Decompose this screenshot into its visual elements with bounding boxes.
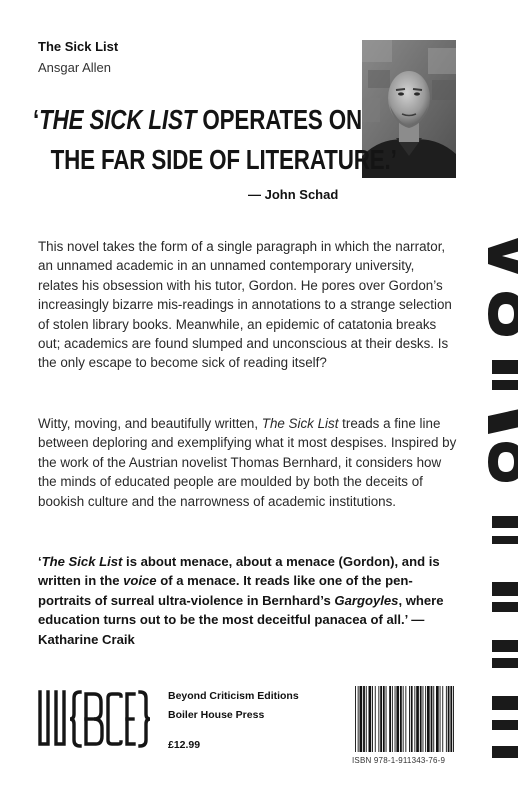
barcode-bar <box>405 686 406 752</box>
book-author: Ansgar Allen <box>38 60 111 75</box>
bce-logo-mark <box>36 688 156 750</box>
barcode-bar <box>380 686 382 752</box>
barcode-bar <box>423 686 424 752</box>
price: £12.99 <box>168 739 201 751</box>
barcode-bar <box>369 686 372 752</box>
blurb-paragraph-1: This novel takes the form of a single paragraph in which the narrator, an unnamed academic in an unnamed contemporary university, relates his obsession with his tutor, Gordon. He pores over Gordon’s increasingly bizarre mis-readings in annotations to a strange selection of stolen library books. Meanwhile, an epidemic of catatonia breaks out; academics are found slumped and unconscious at their desks. Is the only escape to become sick of reading itself? <box>38 239 452 371</box>
blurb-book-title: The Sick List <box>261 416 339 431</box>
barcode-bars <box>353 684 456 754</box>
pull-quote-line-1: ‘THE SICK LIST OPERATES ON <box>33 104 362 135</box>
pull-quote-attribution: — John Schad <box>248 187 339 202</box>
barcode-bar <box>375 686 376 752</box>
barcode-bar <box>389 686 391 752</box>
barcode-bar <box>416 686 419 752</box>
barcode-bar <box>392 686 393 752</box>
barcode-bar <box>383 686 385 752</box>
barcode-bar <box>431 686 433 752</box>
barcode-bar <box>400 686 402 752</box>
barcode-bar <box>355 686 356 752</box>
review-quote: ‘The Sick List is about menace, about a menace (Gordon), and is written in the voice of a menace. It reads like one of the pen-portraits of surreal ultra-violence in Bernhard’s Gargoyles, where education turns out to be the most deceitful panacea of all.’ — Katharine Craik <box>38 554 444 647</box>
barcode-bar <box>414 686 415 752</box>
barcode-bar <box>446 686 447 752</box>
barcode-bar <box>420 686 422 752</box>
barcode-bar <box>440 686 441 752</box>
barcode-bar <box>386 686 387 752</box>
barcode-bar <box>358 686 359 752</box>
barcode-bar <box>450 686 452 752</box>
barcode-bar <box>411 686 413 752</box>
pull-quote-book-title: THE SICK LIST <box>39 104 197 135</box>
barcode-bar <box>395 686 396 752</box>
barcode-bar <box>360 686 363 752</box>
barcode-bar <box>366 686 367 752</box>
pull-quote <box>33 100 397 180</box>
blurb-paragraph-2: Witty, moving, and beautifully written, The Sick List treads a fine line between deploring and exemplifying what it most despises. Inspired by the work of the Austrian novelist Thomas Bernhard, it considers how the minds of educated people are moulded by both the deceits of bookish culture and the narrowness of academic institutions. <box>38 416 457 509</box>
pull-quote-line-2: THE FAR SIDE OF LITERATURE.’ <box>50 144 397 175</box>
book-title: The Sick List <box>38 39 119 54</box>
barcode-bar <box>372 686 373 752</box>
barcode-bar <box>363 686 365 752</box>
barcode-bar <box>436 686 439 752</box>
barcode-bar <box>427 686 430 752</box>
barcode-bar <box>425 686 426 752</box>
barcode-bar <box>409 686 410 752</box>
barcode-bar <box>453 686 454 752</box>
publisher-imprint-line-2: Boiler House Press <box>168 709 265 721</box>
barcode-bar <box>448 686 450 752</box>
spine-lettering-graphic <box>488 230 518 770</box>
barcode-bar <box>433 686 434 752</box>
barcode-bar <box>442 686 443 752</box>
isbn-number: ISBN 978-1-911343-76-9 <box>352 756 446 765</box>
barcode-bar <box>396 686 399 752</box>
publisher-imprint-line-1: Beyond Criticism Editions <box>168 690 299 702</box>
barcode-bar <box>378 686 379 752</box>
barcode <box>353 684 456 754</box>
barcode-bar <box>403 686 404 752</box>
